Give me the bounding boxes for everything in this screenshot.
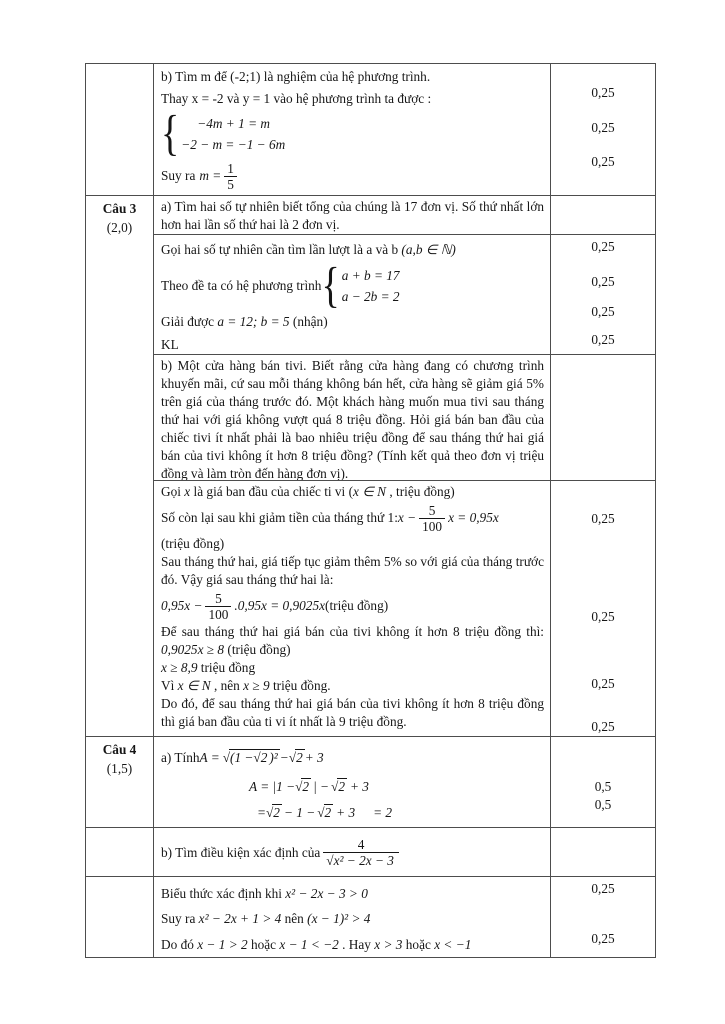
question-score: (2,0) [106,220,133,235]
points-value: 0,25 [591,881,615,896]
answer-table [85,63,656,958]
statement-cell: a) Tìm hai số tự nhiên biết tổng của chúng là 17 đơn vị. Số thứ nhất lớn hơn hai lần số thứ hai là 2 đơn vị. [154,196,551,234]
question-number: Câu 4 [102,742,137,757]
math-run: m = [199,168,222,183]
text-run: b) Tìm điều kiện xác định của [161,845,321,860]
equation: −2 − m = −1 − 6m [181,137,286,152]
system-brace: { [161,106,180,162]
text-run: là giá ban đầu của chiếc ti vi ( [190,484,354,499]
solution-line: Do đó x − 1 > 2 hoặc x − 1 < −2 . Hay x > 3 hoặc x < −1 [161,937,472,952]
points-cell [551,196,655,234]
row-cau3b-solution [154,480,655,736]
points-value: 0,25 [591,154,615,169]
sqrt-expression: √x² − 2x − 3 [323,852,399,868]
sqrt-expression: √2 [331,779,345,795]
solution-cell [154,235,551,354]
points-value: 0,25 [591,304,615,319]
solution-line: Suy ra x² − 2x + 1 > 4 nên (x − 1)² > 4 [161,911,371,926]
statement-cell: b) Một cửa hàng bán tivi. Biết rằng cửa hàng đang có chương trình khuyến mãi, cứ sau mỗi tháng không bán hết, cửa hàng sẽ giảm giá 5% trên giá của tháng trước đó. Một khách hàng muốn mua tivi sau tháng thứ hai với giá không vượt quá 8 triệu đồng. Hỏi giá bán ban đầu của chiếc tivi ít nhất phải là bao nhiêu triệu đồng để sau tháng thứ hai giá bán của tivi không ít hơn 8 triệu đồng? (Tính kết quả theo đơn vị triệu đồng và làm tròn đến hàng đơn vị). [154,355,551,480]
points-cell [551,828,655,876]
equation-system [321,258,400,314]
solution-line: Do đó, để sau tháng thứ hai giá bán của tivi không ít hơn 8 triệu đồng thì giá ban đầu của ti vi ít nhất là 9 triệu đồng. [161,696,544,729]
math-fraction: $\frac{1}{5}$ [224,161,237,192]
math-fraction: $\frac{5}{100}$ [419,503,445,534]
sqrt-expression: √2 [295,779,310,795]
text-run: Để sau tháng thứ hai giá bán của tivi không ít hơn 8 triệu đồng thì: [161,624,544,639]
text-run: Biểu thức xác định khi [161,886,286,901]
text-run: a) Tính [161,750,200,765]
solution-cell [154,481,551,736]
points-cell [551,737,655,827]
text-run: Do đó [161,937,198,952]
text-run: Theo đề ta có hệ phương trình [161,278,322,293]
solution-line: Số còn lại sau khi giảm tiền của tháng thứ 1: x − $\frac{5}{100}$ x = 0,95x [161,502,499,534]
points-value: 0,25 [591,120,615,135]
row-cau3a-statement [154,196,655,234]
text-run: Giải được [161,314,218,329]
solution-line: a) Tính A = √(1 −√2 )² − √2 + 3 [161,750,324,766]
question-number: Câu 3 [102,201,137,216]
points-value: 0,25 [591,332,615,347]
row-cau3b-statement [154,354,655,480]
solution-cell [154,737,551,827]
solution-line: Sau tháng thứ hai, giá tiếp tục giảm thêm 5% so với giá của tháng trước đó. Vậy giá sau tháng thứ hai là: [161,554,544,587]
points-cell [551,64,655,195]
solution-line [161,258,544,314]
solution-line: A = |1 − √2 | − √2 + 3 [249,779,369,795]
text-run: Gọi hai số tự nhiên cần tìm lần lượt là a và b [161,242,402,257]
equation: a − 2b = 2 [341,289,400,304]
sqrt-expression: √2 [265,805,280,821]
question-label-cell [86,737,154,827]
points-value: 0,25 [591,931,615,946]
math-run: (a,b ∈ ℕ) [401,242,456,257]
text-run: Gọi [161,484,185,499]
solution-line: Gọi x là giá ban đầu của chiếc ti vi (x ∈ N , triệu đồng) [161,484,455,499]
row-cau4a [86,736,655,827]
equation: a + b = 17 [341,268,400,283]
solution-line: KL [161,337,179,352]
equation: −4m + 1 = m [197,116,270,131]
text-run: , triệu đồng) [386,484,455,499]
equation-system [161,106,544,162]
solution-line: = √2 − 1 − √2 + 3 = 2 [257,805,393,821]
text-run: Suy ra [161,911,199,926]
sqrt-expression: √2 [317,805,332,821]
system-brace: { [321,258,340,314]
text-run: triệu đồng [197,660,256,675]
points-value: 0,5 [594,797,612,812]
question-label-cell-empty [86,64,154,195]
solution-line: Để sau tháng thứ hai giá bán của tivi không ít hơn 8 triệu đồng thì: 0,9025x ≥ 8 (triệu đồng) [161,624,544,657]
solution-line: 0,95x − $\frac{5}{100}$ .0,95x = 0,9025x (triệu đồng) [161,590,389,622]
points-cell [551,481,655,736]
solution-cell [154,64,551,195]
solution-line: Biểu thức xác định khi x² − 2x − 3 > 0 [161,886,368,901]
solution-line [161,158,544,194]
points-value: 0,25 [591,676,615,691]
points-value: 0,25 [591,719,615,734]
solution-line: (triệu đồng) [161,536,225,551]
text-run: Số còn lại sau khi giảm tiền của tháng thứ 1: [161,510,398,525]
sqrt-expression: √(1 −√2 )² [222,750,278,766]
solution-line: b) Tìm m để (-2;1) là nghiệm của hệ phương trình. [161,69,431,84]
question-label-cell [86,196,154,736]
points-cell [551,235,655,354]
solution-line: Thay x = -2 và y = 1 vào hệ phương trình ta được : [161,91,432,106]
text-run: . Hay [338,937,375,952]
text-run: (nhận) [292,314,328,329]
math-fraction: $\frac{5}{100}$ [205,591,231,622]
points-value: 0,5 [594,779,612,794]
points-value: 0,25 [591,85,615,100]
question-score: (1,5) [106,761,133,776]
math-run: a = 12; b = 5 [217,314,290,329]
points-cell [551,355,655,480]
text-run: Vì [161,678,178,693]
row-cau3a-solution [154,234,655,354]
text-run: (triệu đồng) [224,642,291,657]
solution-cell [154,877,551,957]
row-group-cau3 [86,195,655,736]
sqrt-expression: √2 [288,750,303,766]
sqrt-expression: √2 [253,750,268,766]
row-cau4b-solution [86,876,655,957]
text-run: hoặc [402,937,435,952]
solution-line [161,237,544,263]
question-label-cell-empty [86,877,154,957]
solution-line [161,309,544,334]
points-value: 0,25 [591,609,615,624]
points-value: 0,25 [591,511,615,526]
row-cau4b-statement [86,827,655,876]
points-value: 0,25 [591,274,615,289]
points-value: 0,25 [591,239,615,254]
statement-cell [154,828,551,876]
solution-line: x ≥ 8,9 triệu đồng [161,660,256,675]
text-run: triệu đồng. [269,678,331,693]
points-cell [551,877,655,957]
text-run: (triệu đồng) [325,598,389,613]
text-run: hoặc [247,937,280,952]
text-run: , nên [210,678,244,693]
text-run: Suy ra [161,168,196,183]
row-cau2b-solution [86,64,655,195]
question-label-cell-empty [86,828,154,876]
solution-line: Vì x ∈ N , nên x ≥ 9 triệu đồng. [161,678,331,693]
text-run: nên [281,911,308,926]
math-fraction: $\frac{4}{\text{√x² − 2x − 3}}$ [323,837,399,868]
